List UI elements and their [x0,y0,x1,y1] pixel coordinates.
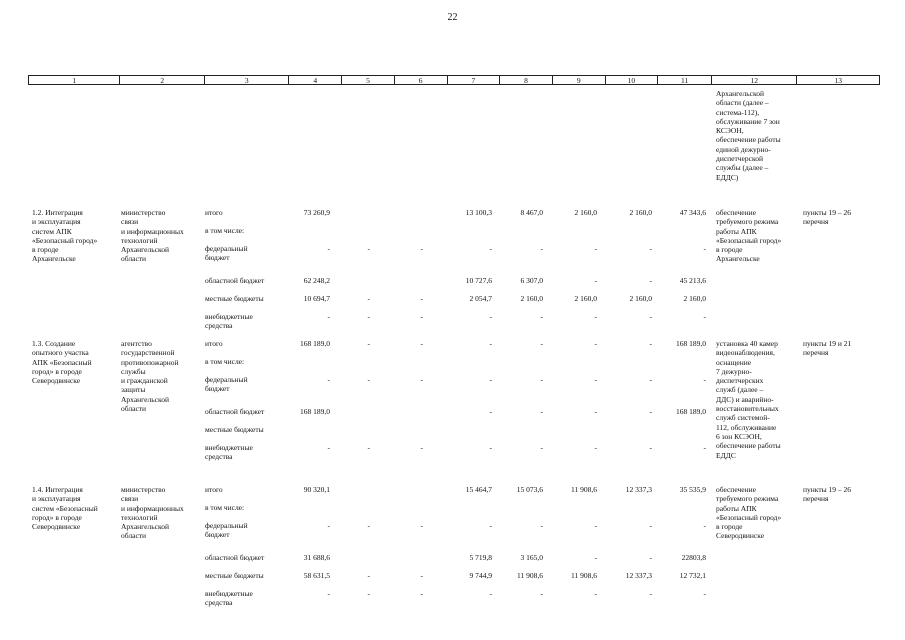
cell-value: - [649,553,652,562]
cell-value: - [703,244,706,253]
cell-value: 15 464,7 [465,485,492,494]
section-reference: пункты 19 – 26 перечня [803,208,852,227]
section-result: установка 40 камер видеонаблюдения, оснащение 7 дежурно- диспетчерских служб (далее – ДДС) и аварийно- восстановительных служб системой- 112, обслуживание 6 зон КСЭОН, обеспечение работы ЕДДС [716,339,781,460]
cell-value: 9 744,9 [469,571,492,580]
cell-value: 2 160,0 [520,294,543,303]
column-header-9: 9 [553,76,606,84]
column-header-3: 3 [205,76,290,84]
cell-value: - [420,571,423,580]
cell-value: 168 189,0 [300,407,330,416]
section-reference: пункты 19 – 26 перечня [803,485,852,504]
cell-value: 47 343,6 [679,208,706,217]
cell-value: - [649,521,652,530]
section-result: обеспечение требуемого режима работы АПК «Безопасный город» в городе Северодвинске [716,485,782,541]
cell-value: 11 908,6 [517,571,543,580]
cell-value: - [489,589,492,598]
cell-value: - [594,312,597,321]
cell-value: 58 631,5 [303,571,330,580]
section-reference: пункты 19 и 21 перечня [803,339,852,358]
cell-value: - [489,521,492,530]
cell-value: 6 307,0 [520,276,543,285]
cell-value: 10 694,7 [303,294,330,303]
row-label: итого [205,208,223,217]
cell-value: 12 337,3 [625,571,652,580]
cell-value: 2 160,0 [574,294,597,303]
cell-value: - [327,244,330,253]
cell-value: 2 160,0 [629,294,652,303]
column-header-6: 6 [395,76,448,84]
cell-value: - [489,407,492,416]
row-label: областной бюджет [205,276,265,285]
row-label: федеральный бюджет [205,244,248,263]
section-result: обеспечение требуемого режима работы АПК «Безопасный город» в городе Архангельске [716,208,782,264]
column-number-header [28,75,880,85]
cell-value: 35 535,9 [679,485,706,494]
cell-value: - [367,589,370,598]
cell-value: - [367,244,370,253]
cell-value: - [489,339,492,348]
cell-value: - [594,375,597,384]
row-label: федеральный бюджет [205,521,248,540]
cell-value: - [327,521,330,530]
carryover-result-text: Архангельской области (далее – система-112), обслуживание 7 зон КСЭОН, обеспечение работы единой дежурно- диспетчерской службы (далее – ЕДДС) [716,89,781,182]
cell-value: 31 688,6 [303,553,330,562]
cell-value: 45 213,6 [679,276,706,285]
cell-value: 2 160,0 [574,208,597,217]
cell-value: - [420,375,423,384]
cell-value: - [594,553,597,562]
cell-value: - [420,312,423,321]
row-label: внебюджетные средства [205,589,253,608]
cell-value: - [594,521,597,530]
cell-value: - [540,244,543,253]
cell-value: - [327,375,330,384]
cell-value: - [367,443,370,452]
cell-value: - [703,312,706,321]
cell-value: - [489,312,492,321]
cell-value: - [594,276,597,285]
cell-value: - [594,244,597,253]
cell-value: - [540,312,543,321]
cell-value: 12 337,3 [625,485,652,494]
cell-value: - [594,339,597,348]
cell-value: 10 727,6 [465,276,492,285]
cell-value: - [540,375,543,384]
row-label: федеральный бюджет [205,375,248,394]
cell-value: - [420,339,423,348]
cell-value: - [420,589,423,598]
column-header-10: 10 [606,76,659,84]
cell-value: - [703,589,706,598]
section-executor: министерство связи и информационных технологий Архангельской области [121,485,184,541]
cell-value: - [420,521,423,530]
cell-value: - [489,375,492,384]
row-label: итого [205,339,223,348]
cell-value: 12 732,1 [679,571,706,580]
cell-value: 11 908,6 [571,571,597,580]
section-executor: министерство связи и информационных технологий Архангельской области [121,208,184,264]
cell-value: - [367,339,370,348]
row-label: местные бюджеты [205,425,264,434]
cell-value: 5 719,8 [469,553,492,562]
cell-value: 168 189,0 [300,339,330,348]
cell-value: - [327,443,330,452]
column-header-11: 11 [658,76,712,84]
row-label: внебюджетные средства [205,443,253,462]
cell-value: - [649,244,652,253]
cell-value: 168 189,0 [676,339,706,348]
row-label: итого [205,485,223,494]
row-label: внебюджетные средства [205,312,253,331]
row-label: местные бюджеты [205,571,264,580]
cell-value: - [649,443,652,452]
row-label: областной бюджет [205,553,265,562]
cell-value: - [420,294,423,303]
column-header-4: 4 [289,76,342,84]
cell-value: - [367,521,370,530]
row-label: в том числе: [205,503,245,512]
cell-value: 11 908,6 [571,485,597,494]
cell-value: - [367,294,370,303]
cell-value: 2 054,7 [469,294,492,303]
cell-value: - [540,521,543,530]
cell-value: - [367,375,370,384]
cell-value: 13 100,3 [465,208,492,217]
cell-value: - [420,443,423,452]
page-number: 22 [447,12,458,23]
column-header-13: 13 [834,76,842,85]
section-title: 1.2. Интеграция и эксплуатация систем АПК «Безопасный город» в городе Архангельске [32,208,98,264]
column-header-12: 12 [712,76,798,84]
cell-value: - [367,571,370,580]
cell-value: - [703,443,706,452]
cell-value: - [327,589,330,598]
cell-value: 90 320,1 [303,485,330,494]
cell-value: 73 260,9 [303,208,330,217]
cell-value: - [327,312,330,321]
cell-value: - [540,589,543,598]
column-header-1: 1 [29,76,120,84]
cell-value: 62 248,2 [303,276,330,285]
row-label: областной бюджет [205,407,265,416]
cell-value: - [703,521,706,530]
cell-value: - [367,312,370,321]
cell-value: 3 165,0 [520,553,543,562]
column-header-8: 8 [500,76,553,84]
cell-value: 22803,8 [681,553,706,562]
cell-value: - [594,589,597,598]
cell-value: - [489,443,492,452]
cell-value: 2 160,0 [683,294,706,303]
section-title: 1.4. Интеграция и эксплуатация систем «Безопасный город» в городе Северодвинске [32,485,98,532]
cell-value: - [703,375,706,384]
cell-value: - [489,244,492,253]
cell-value: - [649,339,652,348]
cell-value: - [649,312,652,321]
cell-value: - [540,443,543,452]
cell-value: - [540,407,543,416]
cell-value: - [594,407,597,416]
cell-value: - [420,244,423,253]
cell-value: - [649,589,652,598]
row-label: в том числе: [205,226,245,235]
cell-value: - [594,443,597,452]
cell-value: 168 189,0 [676,407,706,416]
cell-value: 2 160,0 [629,208,652,217]
column-header-7: 7 [448,76,501,84]
row-label: местные бюджеты [205,294,264,303]
cell-value: - [649,276,652,285]
cell-value: 8 467,0 [520,208,543,217]
column-header-2: 2 [120,76,205,84]
section-executor: агентство государственной противопожарной службы и гражданской защиты Архангельской области [121,339,179,414]
cell-value: - [649,375,652,384]
cell-value: - [540,339,543,348]
cell-value: 15 073,6 [516,485,543,494]
cell-value: - [649,407,652,416]
column-header-5: 5 [342,76,395,84]
row-label: в том числе: [205,357,245,366]
section-title: 1.3. Создание опытного участка АПК «Безопасный город» в городе Северодвинске [32,339,92,386]
